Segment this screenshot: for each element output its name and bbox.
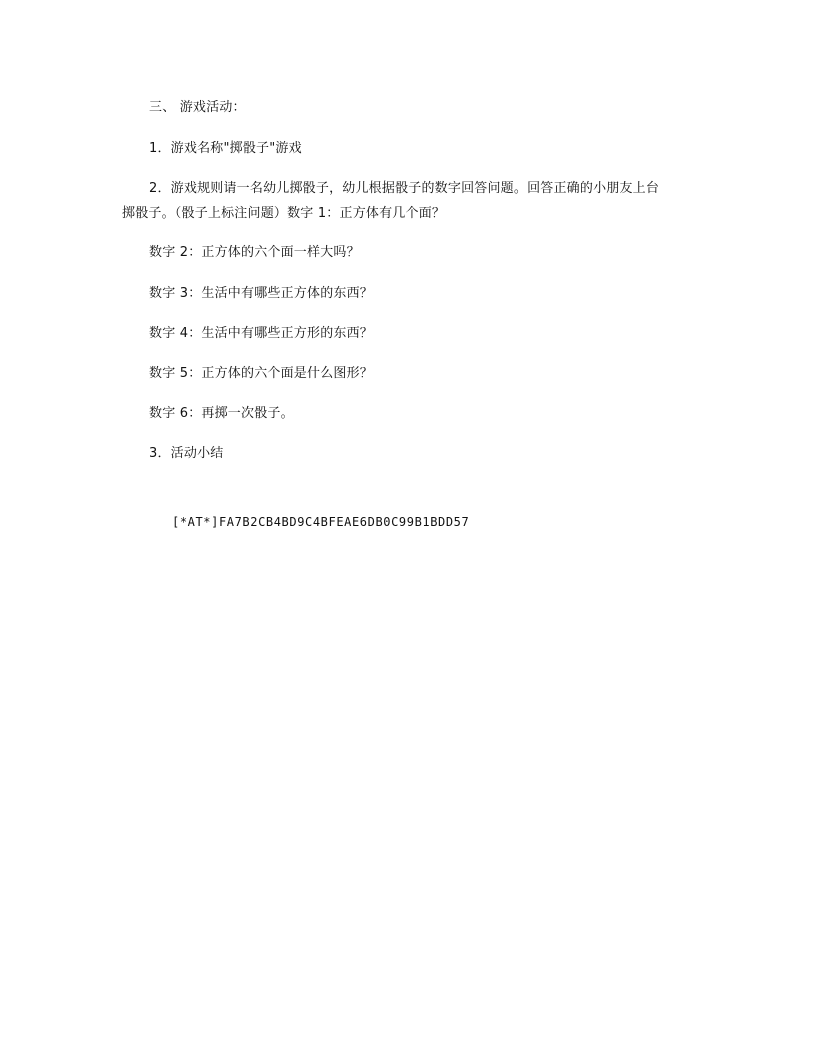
section-heading: 三、 游戏活动： (149, 100, 246, 115)
digit-2-question: 数字 2：正方体的六个面一样大吗？ (149, 245, 360, 260)
document-code: [*AT*]FA7B2CB4BD9C4BFEAE6DB0C99B1BDD57 (172, 515, 470, 529)
digit-5-question: 数字 5：正方体的六个面是什么图形？ (149, 366, 374, 381)
game-rules-paragraph-line2: 掷骰子。（骰子上标注问题）数字 1：正方体有几个面？ (122, 206, 446, 221)
game-name-paragraph: 1．游戏名称"掷骰子"游戏 (149, 141, 302, 156)
activity-summary-heading: 3．活动小结 (149, 446, 224, 461)
digit-6-instruction: 数字 6：再掷一次骰子。 (149, 406, 294, 421)
game-rules-paragraph-line1: 2．游戏规则请一名幼儿掷骰子，幼儿根据骰子的数字回答问题。回答正确的小朋友上台 (149, 181, 660, 196)
digit-4-question: 数字 4：生活中有哪些正方形的东西？ (149, 326, 374, 341)
digit-3-question: 数字 3：生活中有哪些正方体的东西？ (149, 286, 374, 301)
